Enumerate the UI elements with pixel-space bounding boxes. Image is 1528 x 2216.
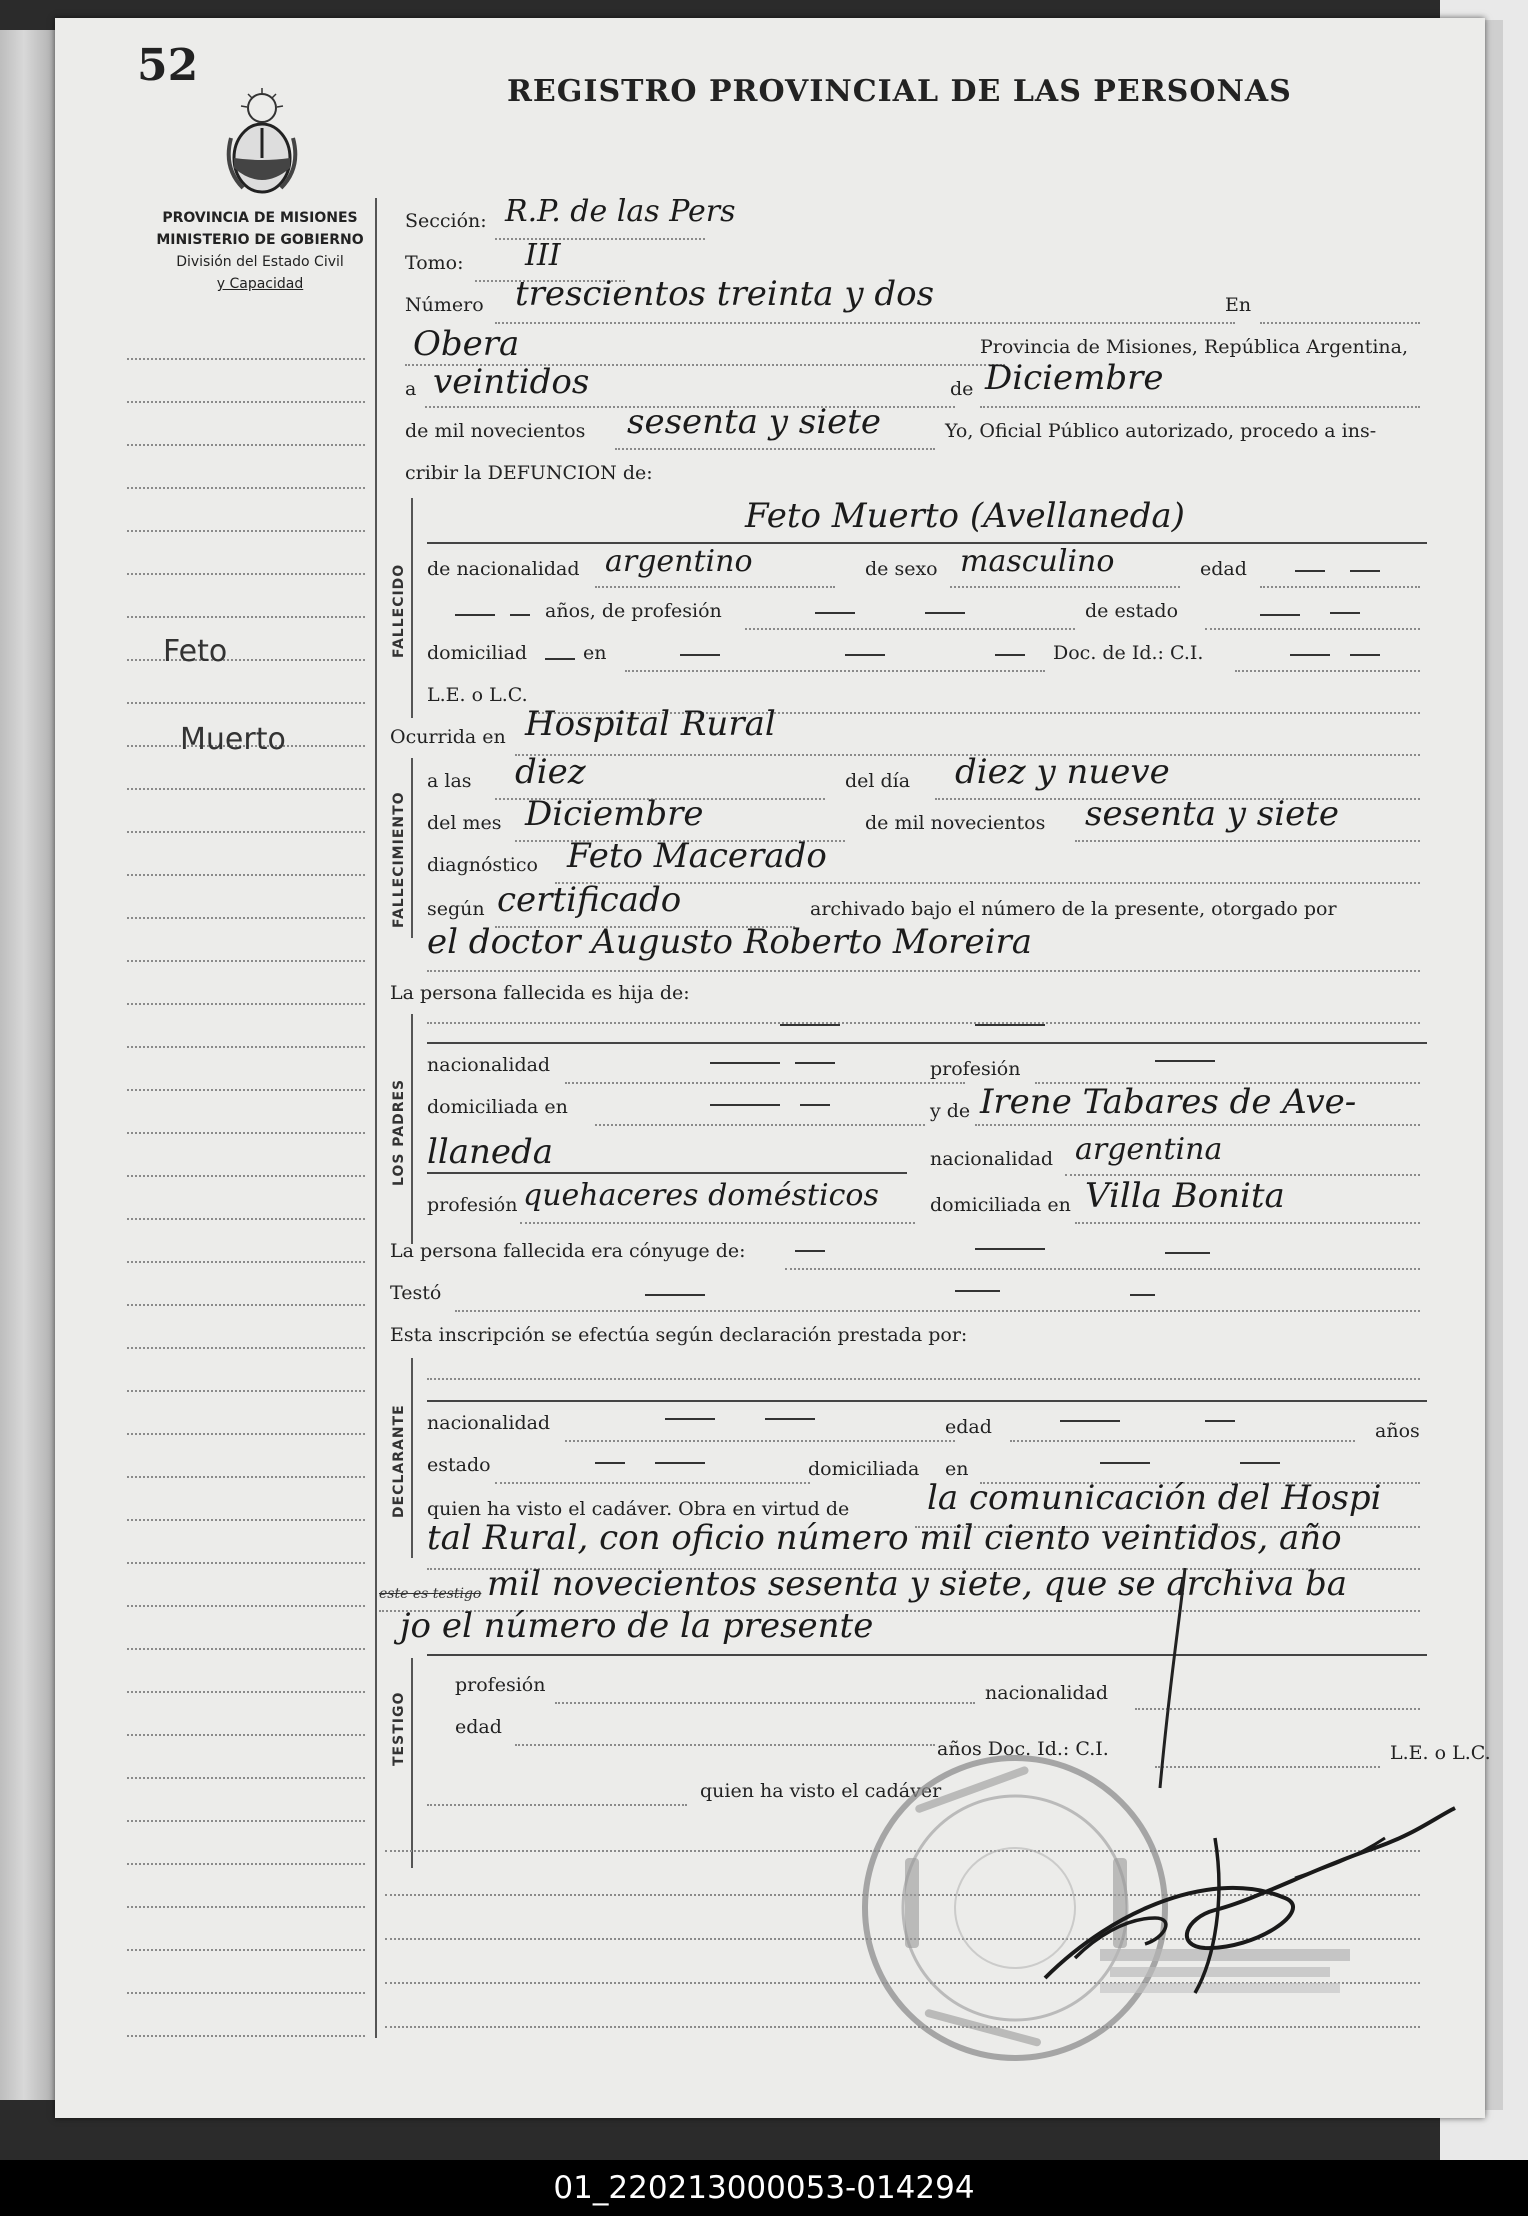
doctor-value: el doctor Augusto Roberto Moreira: [427, 922, 1032, 962]
coat-of-arms-icon: [223, 88, 301, 200]
margin-ruled-line: [127, 1132, 365, 1134]
padres-divider: [411, 1014, 413, 1244]
seccion-label: Sección:: [405, 210, 487, 232]
margin-ruled-line: [127, 616, 365, 618]
yo-oficial-label: Yo, Oficial Público autorizado, procedo a ins-: [945, 420, 1377, 442]
del-mes-label: del mes: [427, 812, 502, 834]
anio-fallec-value: sesenta y siete: [1085, 794, 1340, 834]
de-mil-nov-label: de mil novecientos: [865, 812, 1046, 834]
margin-ruled-line: [127, 1046, 365, 1048]
margin-note-muerto: Muerto: [180, 722, 286, 757]
test-le-lc-label: L.E. o L.C.: [1390, 1742, 1491, 1764]
margin-ruled-line: [127, 401, 365, 403]
page-number: 52: [137, 40, 199, 91]
nacionalidad-line: [595, 586, 835, 588]
cribir-label: cribir la DEFUNCION de:: [405, 462, 653, 484]
anos-dash-2: [510, 614, 530, 616]
domiciliad-dash: [545, 658, 575, 660]
madre-domicilio-line: [1075, 1222, 1420, 1224]
margin-ruled-line: [127, 1820, 365, 1822]
madre-nacionalidad-value: argentina: [1075, 1132, 1223, 1167]
edad-dash-2: [1350, 570, 1380, 572]
diagnostico-label: diagnóstico: [427, 854, 538, 876]
obra-line-3: mil novecientos sesenta y siete, que se archiva ba: [487, 1564, 1348, 1604]
margin-ruled-line: [127, 1218, 365, 1220]
main-divider: [375, 198, 377, 2038]
madre-value: Irene Tabares de Ave-: [980, 1082, 1357, 1122]
quien-visto-label: quien ha visto el cadáver. Obra en virtud de: [427, 1498, 850, 1520]
testigo-divider: [411, 1658, 413, 1868]
decl-nacionalidad-line: [565, 1440, 955, 1442]
nacionalidad-label: de nacionalidad: [427, 558, 580, 580]
province-heading: PROVINCIA DE MISIONES: [162, 210, 358, 226]
test-edad-label: edad: [455, 1716, 502, 1738]
domicilio-line: [625, 670, 1045, 672]
testo-dash-3: [1130, 1294, 1155, 1296]
del-dia-value: diez y nueve: [955, 752, 1170, 792]
decl-est-dash-2: [655, 1462, 705, 1464]
padre-domiciliada-label: domiciliada en: [427, 1096, 568, 1118]
anio-value: sesenta y siete: [627, 402, 882, 442]
margin-ruled-line: [127, 831, 365, 833]
anos-profesion-label: años, de profesión: [545, 600, 722, 622]
margin-ruled-line: [127, 1734, 365, 1736]
footer-id: 01_220213000053-014294: [0, 2160, 1528, 2216]
testo-dash-1: [645, 1294, 705, 1296]
conyuge-dash-1: [795, 1250, 825, 1252]
tomo-value: III: [525, 238, 561, 273]
obra-line-4: jo el número de la presente: [400, 1606, 874, 1646]
en-line: [1260, 322, 1420, 324]
segun-label: según: [427, 898, 485, 920]
margin-ruled-line: [127, 1519, 365, 1521]
doc-id-label: Doc. de Id.: C.I.: [1053, 642, 1204, 664]
lugar-value: Obera: [413, 324, 520, 364]
margin-ruled-line: [127, 1433, 365, 1435]
padre-nac-dash-2: [795, 1062, 835, 1064]
archivado-label: archivado bajo el número de la presente, otorgado por: [810, 898, 1337, 920]
padre-dom-dash-1: [710, 1104, 780, 1106]
decl-en-dash-2: [1240, 1462, 1280, 1464]
a-las-value: diez: [515, 752, 586, 792]
margin-ruled-line: [127, 1648, 365, 1650]
margin-ruled-line: [127, 1562, 365, 1564]
margin-ruled-line: [127, 1992, 365, 1994]
conyuge-line: [785, 1268, 1420, 1270]
segun-value: certificado: [497, 880, 682, 920]
edad-line: [1260, 586, 1420, 588]
margin-note-feto: Feto: [163, 634, 228, 669]
margin-ruled-line: [127, 1003, 365, 1005]
testo-label: Testó: [390, 1282, 442, 1304]
nacionalidad-value: argentino: [605, 544, 753, 579]
fallecimiento-side-label: FALLECIMIENTO: [391, 791, 407, 928]
edad-dash-1: [1295, 570, 1325, 572]
ministry-heading: MINISTERIO DE GOBIERNO: [156, 232, 364, 248]
test-nacionalidad-label: nacionalidad: [985, 1682, 1109, 1704]
margin-ruled-line: [127, 2035, 365, 2037]
decl-nac-dash-2: [765, 1418, 815, 1420]
madre-profesion-value: quehaceres domésticos: [523, 1178, 879, 1213]
decl-en-dash-1: [1100, 1462, 1150, 1464]
sexo-label: de sexo: [865, 558, 938, 580]
test-quien-label: quien ha visto el cadáver: [700, 1780, 942, 1802]
division-heading: División del Estado Civil: [176, 254, 344, 270]
le-lc-label: L.E. o L.C.: [427, 684, 528, 706]
margin-ruled-line: [127, 1691, 365, 1693]
madre-profesion-line: [520, 1222, 915, 1224]
anio-fallec-line: [1075, 840, 1420, 842]
test-profesion-line: [555, 1702, 975, 1704]
provincia-label: Provincia de Misiones, República Argentina,: [980, 336, 1409, 358]
test-profesion-label: profesión: [455, 1674, 546, 1696]
estado-dash-1: [1260, 614, 1300, 616]
decl-domiciliada-label: domiciliada: [808, 1458, 920, 1480]
doctor-line: [427, 970, 1420, 972]
del-dia-label: del día: [845, 770, 911, 792]
margin-ruled-line: [127, 702, 365, 704]
margin-ruled-line: [127, 1605, 365, 1607]
margin-ruled-line: [127, 1476, 365, 1478]
estado-line: [1205, 628, 1420, 630]
conyuge-label: La persona fallecida era cónyuge de:: [390, 1240, 746, 1262]
signature-icon: [955, 1538, 1475, 2018]
mes-line: [980, 406, 1420, 408]
test-anos-doc-label: años Doc. Id.: C.I.: [937, 1738, 1109, 1760]
tomo-label: Tomo:: [405, 252, 464, 274]
margin-ruled-line: [127, 874, 365, 876]
padre-dom-dash-2: [800, 1104, 830, 1106]
margin-ruled-line: [127, 530, 365, 532]
conyuge-dash-2: [975, 1248, 1045, 1250]
testigo-side-label: TESTIGO: [391, 1691, 407, 1766]
del-mes-value: Diciembre: [525, 794, 704, 834]
anio-line: [615, 448, 935, 450]
decl-estado-label: estado: [427, 1454, 491, 1476]
diagnostico-value: Feto Macerado: [567, 836, 827, 876]
doc-id-dash-2: [1350, 654, 1380, 656]
sexo-value: masculino: [960, 544, 1115, 579]
madre-line: [975, 1124, 1420, 1126]
decl-estado-line: [495, 1482, 810, 1484]
numero-value: trescientos treinta y dos: [515, 274, 935, 314]
declarante-divider: [411, 1358, 413, 1558]
padre-nacionalidad-label: nacionalidad: [427, 1054, 551, 1076]
declarante-rule: [427, 1400, 1427, 1402]
margin-ruled-line: [127, 1863, 365, 1865]
margin-ruled-line: [127, 1390, 365, 1392]
margin-ruled-line: [127, 1261, 365, 1263]
madre-cont-line: [427, 1172, 907, 1174]
testo-line: [455, 1310, 1420, 1312]
nombre-value: Feto Muerto (Avellaneda): [745, 496, 1185, 536]
page-edge: [1485, 20, 1503, 2110]
doc-id-dash-1: [1290, 654, 1330, 656]
margin-ruled-line: [127, 917, 365, 919]
en2-label: en: [583, 642, 607, 664]
margin-ruled-line: [127, 1347, 365, 1349]
nombre-line: [427, 542, 1427, 544]
margin-ruled-line: [127, 573, 365, 575]
numero-label: Número: [405, 294, 484, 316]
domiciliad-label: domiciliad: [427, 642, 528, 664]
dia-value: veintidos: [433, 362, 590, 402]
inscripcion-label: Esta inscripción se efectúa según declaración prestada por:: [390, 1324, 968, 1346]
domicilio-dash-3: [995, 654, 1025, 656]
decl-en-label: en: [945, 1458, 969, 1480]
padre-dash-2: [975, 1024, 1045, 1026]
decl-edad-dash-2: [1205, 1420, 1235, 1422]
obra-line-1: la comunicación del Hospi: [927, 1478, 1382, 1518]
profesion-dash-1: [815, 612, 855, 614]
en-label: En: [1225, 294, 1252, 316]
declarante-side-label: DECLARANTE: [391, 1404, 407, 1518]
margin-ruled-line: [127, 1304, 365, 1306]
registry-page: [55, 18, 1491, 2118]
margin-ruled-line: [127, 358, 365, 360]
declarante-nombre-line: [427, 1378, 1420, 1380]
numero-line: [495, 322, 1235, 324]
padre-prof-dash: [1155, 1060, 1215, 1062]
padre-dash-1: [780, 1024, 840, 1026]
margin-ruled-line: [127, 788, 365, 790]
registry-title: REGISTRO PROVINCIAL DE LAS PERSONAS: [507, 74, 1292, 109]
margin-ruled-line: [127, 487, 365, 489]
fallecimiento-divider: [411, 758, 413, 938]
decl-est-dash-1: [595, 1462, 625, 1464]
a-label: a: [405, 378, 417, 400]
padre-nacionalidad-line: [565, 1082, 965, 1084]
de-mil-label: de mil novecientos: [405, 420, 586, 442]
decl-nacionalidad-label: nacionalidad: [427, 1412, 551, 1434]
decl-edad-dash-1: [1060, 1420, 1120, 1422]
madre-profesion-label: profesión: [427, 1194, 518, 1216]
madre-domiciliada-label: domiciliada en: [930, 1194, 1071, 1216]
obra-line-2: tal Rural, con oficio número mil ciento veintidos, año: [427, 1518, 1342, 1558]
de-label: de: [950, 378, 974, 400]
ocurrida-label: Ocurrida en: [390, 726, 506, 748]
margin-ruled-line: [127, 1089, 365, 1091]
domicilio-dash-2: [845, 654, 885, 656]
hija-de-label: La persona fallecida es hija de:: [390, 982, 690, 1004]
margin-ruled-line: [127, 1949, 365, 1951]
madre-domicilio-value: Villa Bonita: [1085, 1176, 1285, 1216]
book-spine: [0, 30, 60, 2100]
y-de-label: y de: [930, 1100, 971, 1122]
padre-profesion-label: profesión: [930, 1058, 1021, 1080]
decl-anos-label: años: [1375, 1420, 1420, 1442]
test-quien-line: [427, 1804, 687, 1806]
padre-domiciliada-line: [595, 1124, 925, 1126]
margin-ruled-line: [127, 1175, 365, 1177]
padres-side-label: LOS PADRES: [391, 1078, 407, 1186]
fallecido-side-label: FALLECIDO: [391, 563, 407, 658]
capacity-heading: y Capacidad: [216, 276, 304, 292]
doc-id-line: [1235, 670, 1420, 672]
mes-value: Diciembre: [985, 358, 1164, 398]
margin-ruled-line: [127, 444, 365, 446]
margin-ruled-line: [127, 960, 365, 962]
anos-dash-1: [455, 614, 495, 616]
domicilio-dash-1: [680, 654, 720, 656]
profesion-line: [745, 628, 1075, 630]
fallecido-divider: [411, 498, 413, 718]
ocurrida-value: Hospital Rural: [525, 704, 776, 744]
madre-nacionalidad-label: nacionalidad: [930, 1148, 1054, 1170]
madre-cont-value: llaneda: [427, 1132, 554, 1172]
padre-nombre-line: [427, 1022, 1420, 1024]
padre-nac-dash-1: [710, 1062, 780, 1064]
sexo-line: [950, 586, 1180, 588]
profesion-dash-2: [925, 612, 965, 614]
edad-label: edad: [1200, 558, 1247, 580]
decl-edad-label: edad: [945, 1416, 992, 1438]
testo-dash-2: [955, 1290, 1000, 1292]
margin-ruled-line: [127, 1777, 365, 1779]
obra-strike-text: este es testigo: [379, 1586, 482, 1602]
diagnostico-line: [555, 882, 1420, 884]
decl-nac-dash-1: [665, 1418, 715, 1420]
estado-dash-2: [1330, 612, 1360, 614]
conyuge-dash-3: [1165, 1252, 1210, 1254]
seccion-value: R.P. de las Pers: [505, 194, 736, 229]
estado-label: de estado: [1085, 600, 1179, 622]
margin-ruled-line: [127, 1906, 365, 1908]
decl-edad-line: [1010, 1440, 1355, 1442]
padres-rule: [427, 1042, 1427, 1044]
a-las-label: a las: [427, 770, 472, 792]
